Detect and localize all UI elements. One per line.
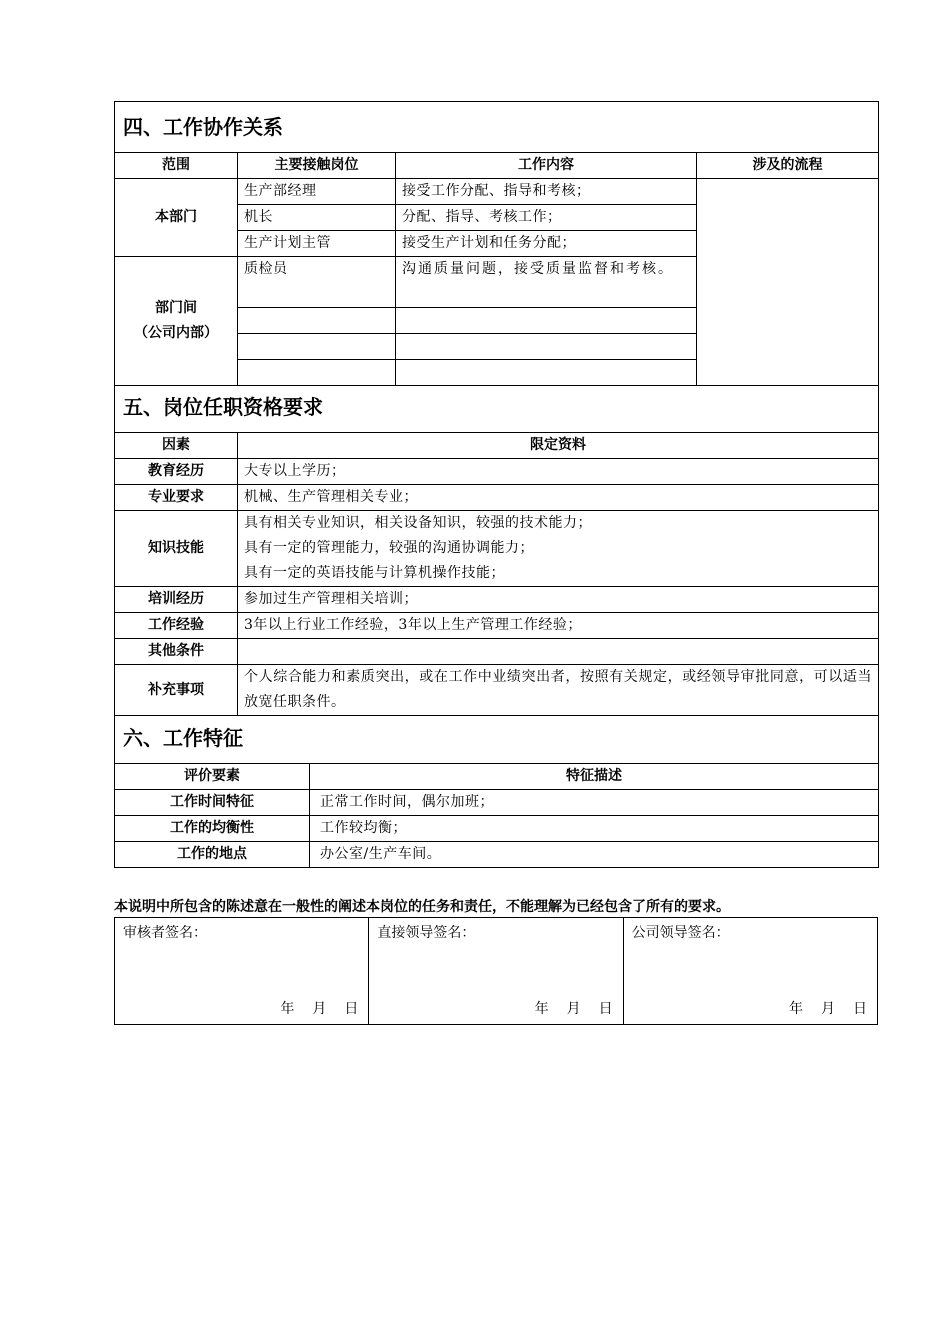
header-process: 涉及的流程: [697, 153, 879, 179]
work-content: [396, 308, 697, 334]
feature-description: 正常工作时间，偶尔加班；: [310, 790, 879, 816]
factor-skills: 知识技能: [115, 511, 238, 587]
year-label: 年: [534, 1001, 549, 1017]
factor-balance: 工作的均衡性: [115, 816, 310, 842]
header-evaluation-factor: 评价要素: [115, 764, 310, 790]
day-label: 日: [853, 1001, 867, 1017]
header-description: 特征描述: [310, 764, 879, 790]
section6-title: 六、工作特征: [115, 713, 879, 764]
process-cell: [697, 179, 879, 386]
header-work-content: 工作内容: [396, 153, 697, 179]
factor-education: 教育经历: [115, 459, 238, 485]
header-scope: 范围: [115, 153, 238, 179]
contact-post: [238, 334, 396, 360]
requirement-line: 具有一定的管理能力，较强的沟通协调能力；: [244, 540, 534, 556]
direct-leader-signature-cell[interactable]: [369, 918, 623, 1025]
scope-cross-label: 部门间: [155, 300, 197, 316]
feature-description: 工作较均衡；: [310, 816, 879, 842]
factor-location: 工作的地点: [115, 842, 310, 868]
signature-date: [262, 997, 358, 1022]
work-content: 接受生产计划和任务分配；: [396, 231, 697, 257]
signature-table: [114, 917, 878, 1025]
requirement-text: [238, 639, 879, 665]
signature-date: [771, 997, 867, 1022]
contact-post: 质检员: [238, 257, 396, 308]
signature-date: [517, 997, 613, 1022]
factor-supplement: 补充事项: [115, 665, 238, 716]
header-factor: 因素: [115, 433, 238, 459]
factor-experience: 工作经验: [115, 613, 238, 639]
requirement-text: [238, 511, 879, 587]
scope-cross-sublabel: （公司内部）: [134, 325, 218, 341]
year-label: 年: [789, 1001, 803, 1017]
requirement-text: 参加过生产管理相关培训；: [238, 587, 879, 613]
requirement-text: 大专以上学历；: [238, 459, 879, 485]
reviewer-signature-label: 审核者签名：: [123, 925, 207, 941]
day-label: 日: [598, 1001, 613, 1017]
factor-other: 其他条件: [115, 639, 238, 665]
contact-post: 生产计划主管: [238, 231, 396, 257]
feature-description: 办公室/生产车间。: [310, 842, 879, 868]
work-content: [396, 334, 697, 360]
factor-major: 专业要求: [115, 485, 238, 511]
requirement-line: 具有一定的英语技能与计算机操作技能；: [244, 565, 505, 581]
section4-title: 四、工作协作关系: [115, 102, 879, 153]
requirement-text: 机械、生产管理相关专业；: [238, 485, 879, 511]
month-label: 月: [821, 1001, 835, 1017]
year-label: 年: [280, 1001, 295, 1017]
reviewer-signature-cell[interactable]: [115, 918, 369, 1025]
header-contact-post: 主要接触岗位: [238, 153, 396, 179]
work-content: 沟通质量问题，接受质量监督和考核。: [396, 257, 697, 308]
direct-leader-signature-label: 直接领导签名：: [377, 925, 476, 941]
factor-work-time: 工作时间特征: [115, 790, 310, 816]
work-content: 接受工作分配、指导和考核；: [396, 179, 697, 205]
contact-post: [238, 308, 396, 334]
requirement-line: 具有相关专业知识，相关设备知识，较强的技术能力；: [244, 515, 592, 531]
contact-post: 机长: [238, 205, 396, 231]
day-label: 日: [344, 1001, 359, 1017]
work-characteristics-table: [114, 713, 879, 868]
collaboration-table: [114, 101, 879, 386]
company-leader-signature-label: 公司领导签名：: [631, 925, 730, 941]
company-leader-signature-cell[interactable]: [623, 918, 877, 1025]
requirement-text: 个人综合能力和素质突出，或在工作中业绩突出者，按照有关规定，或经领导审批同意，可以适当放宽任职条件。: [238, 665, 879, 716]
scope-internal: 本部门: [115, 179, 238, 257]
work-content: 分配、指导、考核工作；: [396, 205, 697, 231]
month-label: 月: [566, 1001, 581, 1017]
requirement-text: 3年以上行业工作经验，3年以上生产管理工作经验；: [238, 613, 879, 639]
contact-post: 生产部经理: [238, 179, 396, 205]
disclaimer-note: 本说明中所包含的陈述意在一般性的阐述本岗位的任务和责任，不能理解为已经包含了所有的要求。: [114, 899, 730, 915]
scope-cross-department: [115, 257, 238, 386]
section5-title: 五、岗位任职资格要求: [115, 382, 879, 433]
month-label: 月: [312, 1001, 327, 1017]
header-requirement: 限定资料: [238, 433, 879, 459]
factor-training: 培训经历: [115, 587, 238, 613]
qualification-table: [114, 382, 879, 716]
